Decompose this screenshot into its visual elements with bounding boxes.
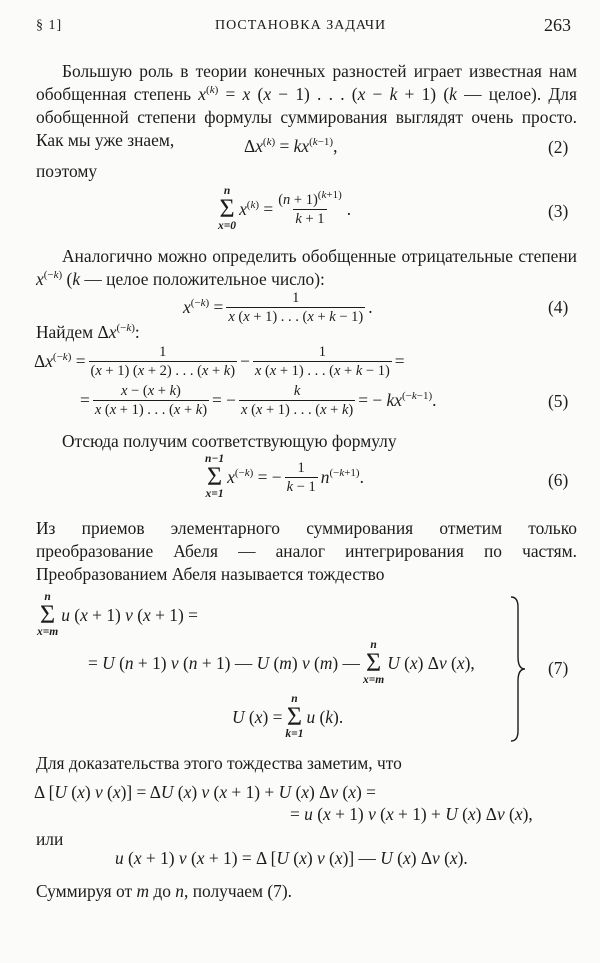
equation-number-3: (3)	[548, 201, 569, 221]
equation-number-7: (7)	[548, 658, 569, 678]
paragraph-6: Из приемов элементарного суммирования отметим только преобразование Абеля — аналог интегрирования по частям. Преобразованием Абеля называется тождество	[36, 518, 577, 584]
equation-3: n Σ x=0 $x^{(k)}$ = $\frac{(n + 1)^{(k+1)}}{k + 1}$ .	[218, 185, 352, 232]
paragraph-2: поэтому	[36, 161, 98, 181]
paragraph-7: Для доказательства этого тождества заметим, что	[36, 753, 402, 773]
paragraph-5: Отсюда получим соответствующую формулу	[62, 431, 397, 451]
right-brace	[508, 595, 528, 743]
equation-number-6: (6)	[548, 470, 569, 490]
equation-5-line-1: $\Delta x^{(-k)}$ = $\frac{1}{(x + 1) (x + 2) . . . (x + k)}$ − $\frac{1}{x (x + 1) . . . (x + k - 1)}$ =	[34, 344, 405, 379]
paragraph-1: Большую роль в теории конечных разностей играет известная нам обобщенная степень $x^{(k)} = x$ (x − 1) . . . (x − k + 1) (k — целое). Для обобщенной степени формулы суммирования выглядят очень просто. Как мы уже знаем,	[36, 61, 577, 150]
paragraph-8: или	[36, 829, 64, 849]
equation-4: $x^{(-k)}$ = $\frac{1}{x (x + 1) . . . (x + k - 1)}$ .	[183, 290, 373, 325]
equation-6: n−1 Σ x=1 $x^{(-k)}$ = − $\frac{1}{k - 1}$ $n^{(-k+1)}$.	[205, 453, 364, 500]
paragraph-4: Найдем $\Delta x^{(-k)}$:	[36, 322, 140, 342]
equation-5-line-2: = $\frac{x - (x + k)}{x (x + 1) . . . (x + k)}$ = − $\frac{k}{x (x + 1) . . . (x + k)}$ = − $kx^{(-k-1)}$.	[80, 383, 437, 418]
equation-2: $\Delta x^{(k)} = kx^{(k-1)}$,	[244, 136, 338, 156]
proof-equation-line-3: u (x + 1) v (x + 1) = Δ [U (x) v (x)] — U (x) Δv (x).	[115, 848, 468, 868]
equation-7-line-3: U (x) = n Σ k=1 u (k).	[232, 693, 344, 740]
paragraph-9: Суммируя от m до n, получаем (7).	[36, 881, 292, 901]
equation-7-line-2: = U (n + 1) v (n + 1) — U (m) v (m) — n Σ x=m U (x) Δv (x),	[88, 639, 475, 686]
equation-number-2: (2)	[548, 137, 569, 157]
equation-number-4: (4)	[548, 297, 569, 317]
equation-number-5: (5)	[548, 391, 569, 411]
proof-equation-line-2: = u (x + 1) v (x + 1) + U (x) Δv (x),	[290, 804, 533, 824]
equation-7-line-1: n Σ x=m u (x + 1) v (x + 1) =	[37, 591, 198, 638]
page-number: 263	[544, 15, 571, 35]
paragraph-3: Аналогично можно определить обобщенные отрицательные степени $x^{(-k)}$ (k — целое положительное число):	[36, 246, 577, 289]
proof-equation-line-1: Δ [U (x) v (x)] = ΔU (x) v (x + 1) + U (x) Δv (x) =	[34, 782, 376, 802]
running-title: ПОСТАНОВКА ЗАДАЧИ	[215, 18, 387, 33]
section-marker: § 1]	[36, 18, 63, 33]
